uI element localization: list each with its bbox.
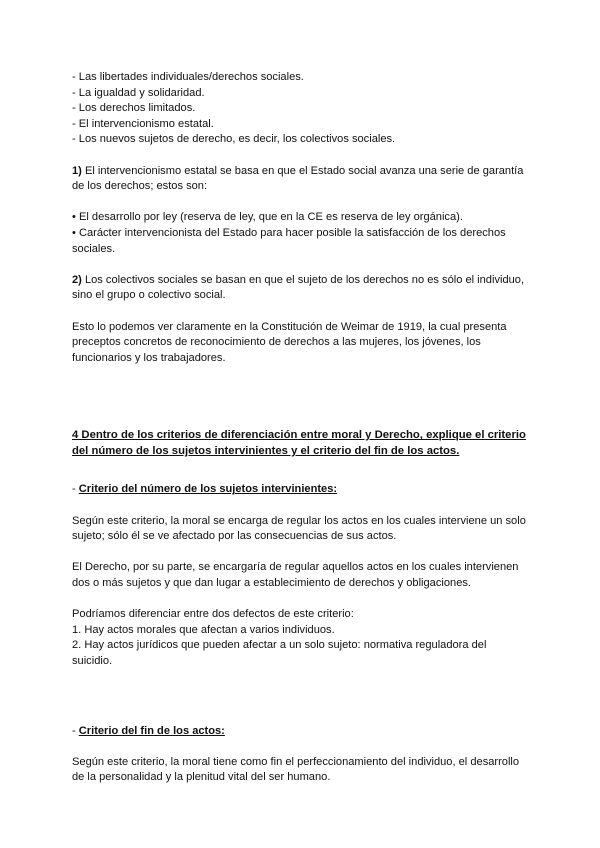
paragraph-3 bbox=[72, 320, 532, 367]
paragraph-text: sujeto; sólo él se ve afectado por las consecuencias de sus actos. bbox=[72, 530, 397, 543]
list-item: 2. Hay actos jurídicos que pueden afectar a un solo sujeto: normativa reguladora del bbox=[72, 639, 487, 652]
paragraph-text: El Derecho, por su parte, se encargaría de regular aquellos actos en los cuales intervienen bbox=[72, 561, 519, 574]
paragraph-text: El intervencionismo estatal se basa en que el Estado social avanza una serie de garantía bbox=[81, 164, 524, 177]
section-heading-line: del número de los sujetos intervinientes y el criterio del fin de los actos. bbox=[72, 444, 460, 457]
bullet-list bbox=[72, 210, 532, 257]
paragraph-2 bbox=[72, 273, 532, 304]
paragraph-number: 2) bbox=[72, 273, 82, 286]
paragraph-1 bbox=[72, 164, 532, 195]
criterion-2-paragraph-1 bbox=[72, 755, 532, 786]
criterion-1-paragraph-2 bbox=[72, 560, 532, 591]
paragraph-text: de la personalidad y la plenitud vital del ser humano. bbox=[72, 771, 331, 784]
paragraph-text: Según este criterio, la moral se encarga de regular los actos en los cuales interviene un solo bbox=[72, 514, 526, 527]
list-item: - Las libertades individuales/derechos sociales. bbox=[72, 71, 304, 83]
paragraph-text: Los colectivos sociales se basan en que el sujeto de los derechos no es sólo el individuo, bbox=[81, 273, 525, 286]
bullet-item: • Carácter intervencionista del Estado para hacer posible la satisfacción de los derechos bbox=[72, 226, 506, 239]
criterion-1-title: - Criterio del número de los sujetos intervinientes: bbox=[72, 483, 338, 496]
list-item: - Los nuevos sujetos de derecho, es decir, los colectivos sociales. bbox=[72, 133, 396, 146]
list-item: - El intervencionismo estatal. bbox=[72, 117, 214, 130]
criterion-2-title: - Criterio del fin de los actos: bbox=[72, 724, 225, 737]
bullet-item: • El desarrollo por ley (reserva de ley, que en la CE es reserva de ley orgánica). bbox=[72, 211, 463, 224]
intro-list bbox=[72, 70, 532, 148]
paragraph-text: funcionarios y los trabajadores. bbox=[72, 351, 226, 364]
list-item-continued: suicidio. bbox=[72, 655, 113, 667]
section-heading-line: 4 Dentro de los criterios de diferenciación entre moral y Derecho, explique el criterio bbox=[72, 429, 526, 442]
document-page bbox=[72, 70, 532, 786]
paragraph-text: Podríamos diferenciar entre dos defectos de este criterio: bbox=[72, 608, 354, 621]
paragraph-text: Según este criterio, la moral tiene como fin el perfeccionamiento del individuo, el desarrollo bbox=[72, 755, 520, 768]
list-item: - Los derechos limitados. bbox=[72, 102, 196, 115]
paragraph-text: dos o más sujetos y que dan lugar a establecimiento de derechos y obligaciones. bbox=[72, 577, 472, 590]
paragraph-number: 1) bbox=[72, 164, 82, 177]
list-item: 1. Hay actos morales que afectan a varios individuos. bbox=[72, 623, 335, 636]
bullet-item-continued: sociales. bbox=[72, 242, 116, 255]
paragraph-text: preceptos concretos de reconocimiento de derechos a las mujeres, los jóvenes, los bbox=[72, 336, 481, 349]
criterion-1-paragraph-1 bbox=[72, 514, 532, 545]
paragraph-text: Esto lo podemos ver claramente en la Constitución de Weimar de 1919, la cual presenta bbox=[72, 320, 507, 333]
list-item: - La igualdad y solidaridad. bbox=[72, 86, 205, 99]
paragraph-text: de los derechos; estos son: bbox=[72, 180, 208, 193]
criterion-1-paragraph-3 bbox=[72, 607, 532, 669]
paragraph-text: sino el grupo o colectivo social. bbox=[72, 289, 226, 302]
section-4-heading bbox=[72, 428, 532, 459]
